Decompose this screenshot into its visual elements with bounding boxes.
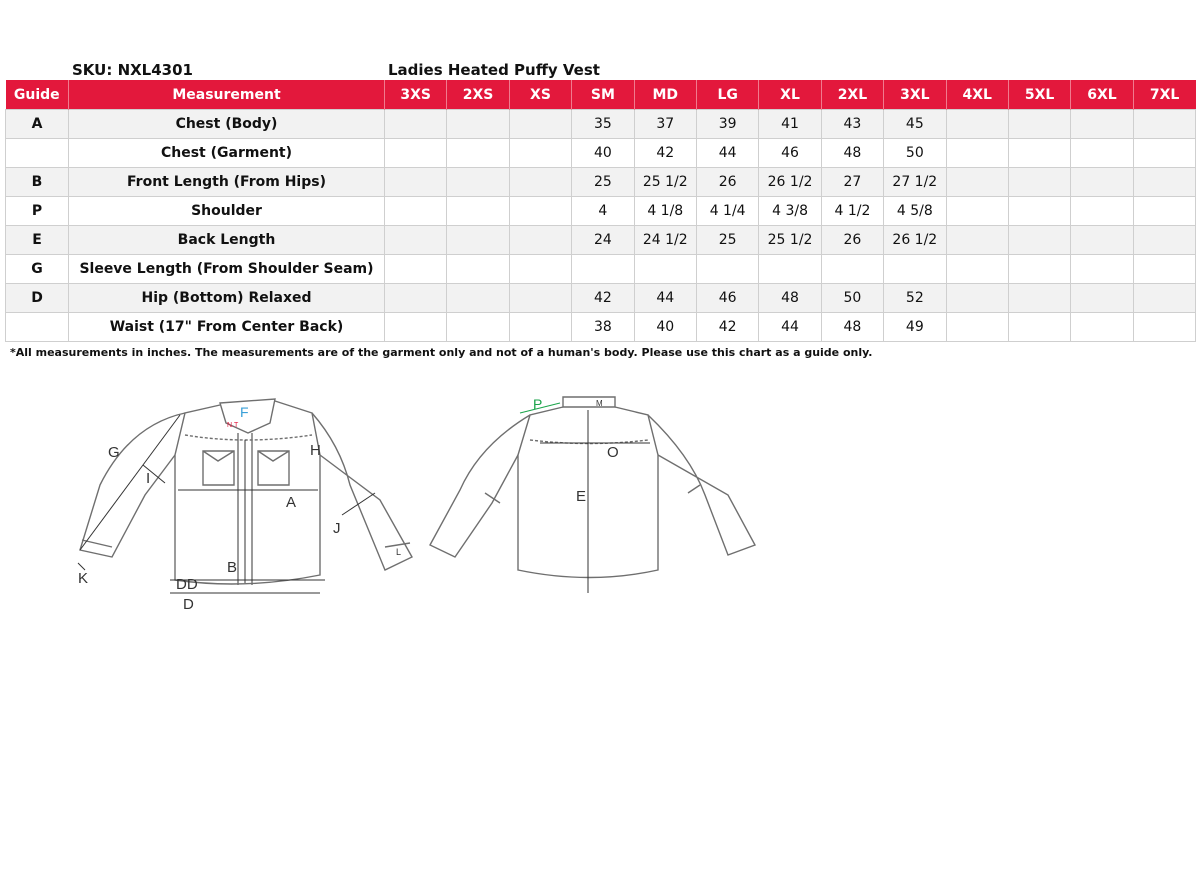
size-value-cell: 39: [696, 110, 758, 139]
size-value-cell: [1133, 255, 1195, 284]
size-value-cell: [447, 168, 509, 197]
size-value-cell: [509, 255, 571, 284]
label-l: L: [396, 547, 402, 557]
sku-label: SKU: NXL4301: [72, 61, 193, 79]
size-value-cell: [1071, 313, 1133, 342]
guide-cell: A: [6, 110, 69, 139]
label-a: A: [286, 494, 297, 511]
size-value-cell: [1008, 255, 1070, 284]
column-header: 2XS: [447, 80, 509, 110]
front-shirt-drawing: [80, 399, 412, 585]
size-value-cell: 25 1/2: [759, 226, 821, 255]
size-value-cell: [509, 197, 571, 226]
size-value-cell: [385, 313, 447, 342]
size-value-cell: 4 1/8: [634, 197, 696, 226]
size-value-cell: 42: [696, 313, 758, 342]
measurement-cell: Shoulder: [69, 197, 385, 226]
size-value-cell: [1133, 197, 1195, 226]
size-value-cell: 50: [821, 284, 883, 313]
label-e: E: [576, 488, 587, 505]
column-header: XS: [509, 80, 571, 110]
size-value-cell: [1071, 110, 1133, 139]
size-value-cell: 46: [759, 139, 821, 168]
size-value-cell: [385, 255, 447, 284]
size-value-cell: [1071, 168, 1133, 197]
size-chart-table: [5, 80, 1196, 342]
size-value-cell: 42: [634, 139, 696, 168]
measurement-cell: Waist (17" From Center Back): [69, 313, 385, 342]
label-o: O: [607, 444, 619, 461]
table-row: [6, 313, 1196, 342]
size-value-cell: [509, 168, 571, 197]
size-value-cell: [1133, 226, 1195, 255]
size-value-cell: [1071, 139, 1133, 168]
column-header: 6XL: [1071, 80, 1133, 110]
size-value-cell: 43: [821, 110, 883, 139]
size-value-cell: 4 5/8: [884, 197, 946, 226]
table-header-row: [6, 80, 1196, 110]
size-value-cell: [509, 313, 571, 342]
size-value-cell: [946, 110, 1008, 139]
label-b: B: [227, 559, 238, 576]
column-header: 3XL: [884, 80, 946, 110]
size-value-cell: 48: [821, 313, 883, 342]
size-value-cell: 40: [634, 313, 696, 342]
back-shirt-drawing: [430, 397, 755, 578]
measurement-cell: Sleeve Length (From Shoulder Seam): [69, 255, 385, 284]
size-value-cell: 41: [759, 110, 821, 139]
size-value-cell: [447, 110, 509, 139]
size-value-cell: [1071, 226, 1133, 255]
label-nt: N.T: [227, 422, 239, 429]
size-value-cell: 24: [572, 226, 634, 255]
size-value-cell: [1133, 110, 1195, 139]
label-h: H: [310, 442, 321, 459]
column-header: SM: [572, 80, 634, 110]
size-value-cell: 24 1/2: [634, 226, 696, 255]
size-value-cell: [385, 168, 447, 197]
size-value-cell: 25 1/2: [634, 168, 696, 197]
measurement-cell: Front Length (From Hips): [69, 168, 385, 197]
size-value-cell: [1133, 139, 1195, 168]
guide-cell: B: [6, 168, 69, 197]
measurement-cell: Hip (Bottom) Relaxed: [69, 284, 385, 313]
size-value-cell: [1071, 255, 1133, 284]
size-value-cell: [884, 255, 946, 284]
size-value-cell: 38: [572, 313, 634, 342]
size-value-cell: [946, 255, 1008, 284]
size-value-cell: 44: [759, 313, 821, 342]
measurement-cell: Back Length: [69, 226, 385, 255]
table-row: [6, 168, 1196, 197]
size-value-cell: [696, 255, 758, 284]
table-row: [6, 110, 1196, 139]
size-value-cell: 48: [759, 284, 821, 313]
size-value-cell: [1133, 284, 1195, 313]
size-value-cell: [447, 255, 509, 284]
size-value-cell: [509, 110, 571, 139]
column-header: MD: [634, 80, 696, 110]
size-value-cell: [634, 255, 696, 284]
garment-diagram: [0, 375, 1200, 625]
size-value-cell: [572, 255, 634, 284]
size-value-cell: [1133, 313, 1195, 342]
size-value-cell: 27 1/2: [884, 168, 946, 197]
size-value-cell: [447, 197, 509, 226]
size-value-cell: [1008, 313, 1070, 342]
size-value-cell: [447, 139, 509, 168]
label-k: K: [78, 570, 89, 587]
size-value-cell: [946, 284, 1008, 313]
column-header: Guide: [6, 80, 69, 110]
size-value-cell: [385, 139, 447, 168]
size-value-cell: [447, 284, 509, 313]
product-title: Ladies Heated Puffy Vest: [388, 61, 600, 79]
guide-cell: [6, 313, 69, 342]
guide-cell: P: [6, 197, 69, 226]
label-i: I: [146, 470, 151, 487]
size-value-cell: 26 1/2: [884, 226, 946, 255]
size-value-cell: 26: [821, 226, 883, 255]
size-value-cell: 4 1/4: [696, 197, 758, 226]
size-value-cell: [821, 255, 883, 284]
size-value-cell: [509, 226, 571, 255]
size-value-cell: 50: [884, 139, 946, 168]
size-value-cell: [1008, 168, 1070, 197]
label-j: J: [333, 520, 341, 537]
size-value-cell: 25: [572, 168, 634, 197]
size-value-cell: 45: [884, 110, 946, 139]
size-value-cell: 46: [696, 284, 758, 313]
size-value-cell: 26: [696, 168, 758, 197]
column-header: 3XS: [385, 80, 447, 110]
column-header: 7XL: [1133, 80, 1195, 110]
size-value-cell: [1008, 110, 1070, 139]
table-row: [6, 284, 1196, 313]
measurement-cell: Chest (Body): [69, 110, 385, 139]
guide-cell: D: [6, 284, 69, 313]
column-header: XL: [759, 80, 821, 110]
size-value-cell: 52: [884, 284, 946, 313]
size-value-cell: [1071, 284, 1133, 313]
size-value-cell: 35: [572, 110, 634, 139]
table-row: [6, 197, 1196, 226]
size-value-cell: [447, 313, 509, 342]
size-value-cell: [385, 110, 447, 139]
size-value-cell: 37: [634, 110, 696, 139]
column-header: LG: [696, 80, 758, 110]
size-value-cell: 44: [634, 284, 696, 313]
size-value-cell: 4 1/2: [821, 197, 883, 226]
column-header: 2XL: [821, 80, 883, 110]
size-value-cell: [946, 226, 1008, 255]
size-value-cell: [1071, 197, 1133, 226]
size-value-cell: [1008, 197, 1070, 226]
column-header: 4XL: [946, 80, 1008, 110]
size-value-cell: [946, 168, 1008, 197]
size-value-cell: 4 3/8: [759, 197, 821, 226]
size-value-cell: 4: [572, 197, 634, 226]
size-value-cell: [447, 226, 509, 255]
label-m: M: [596, 399, 603, 408]
size-value-cell: 42: [572, 284, 634, 313]
size-value-cell: 48: [821, 139, 883, 168]
guide-cell: G: [6, 255, 69, 284]
size-value-cell: [385, 226, 447, 255]
table-row: [6, 226, 1196, 255]
size-value-cell: [509, 284, 571, 313]
guide-cell: E: [6, 226, 69, 255]
size-value-cell: [509, 139, 571, 168]
column-header: 5XL: [1008, 80, 1070, 110]
size-value-cell: 44: [696, 139, 758, 168]
label-d: D: [183, 596, 194, 613]
size-value-cell: [385, 284, 447, 313]
size-value-cell: 49: [884, 313, 946, 342]
size-value-cell: 40: [572, 139, 634, 168]
size-value-cell: [1008, 284, 1070, 313]
measurement-note: *All measurements in inches. The measurements are of the garment only and not of a human's body. Please use this chart as a guide only.: [10, 346, 873, 359]
label-g: G: [108, 444, 120, 461]
size-value-cell: 25: [696, 226, 758, 255]
size-value-cell: [946, 313, 1008, 342]
size-value-cell: 27: [821, 168, 883, 197]
size-value-cell: 26 1/2: [759, 168, 821, 197]
label-dd: DD: [176, 576, 198, 593]
size-value-cell: [759, 255, 821, 284]
size-value-cell: [1008, 139, 1070, 168]
table-row: [6, 139, 1196, 168]
size-value-cell: [1133, 168, 1195, 197]
label-p: P: [533, 396, 543, 412]
label-f: F: [240, 404, 249, 420]
size-value-cell: [946, 139, 1008, 168]
measurement-cell: Chest (Garment): [69, 139, 385, 168]
size-value-cell: [946, 197, 1008, 226]
column-header: Measurement: [69, 80, 385, 110]
size-value-cell: [1008, 226, 1070, 255]
guide-cell: [6, 139, 69, 168]
table-row: [6, 255, 1196, 284]
size-value-cell: [385, 197, 447, 226]
